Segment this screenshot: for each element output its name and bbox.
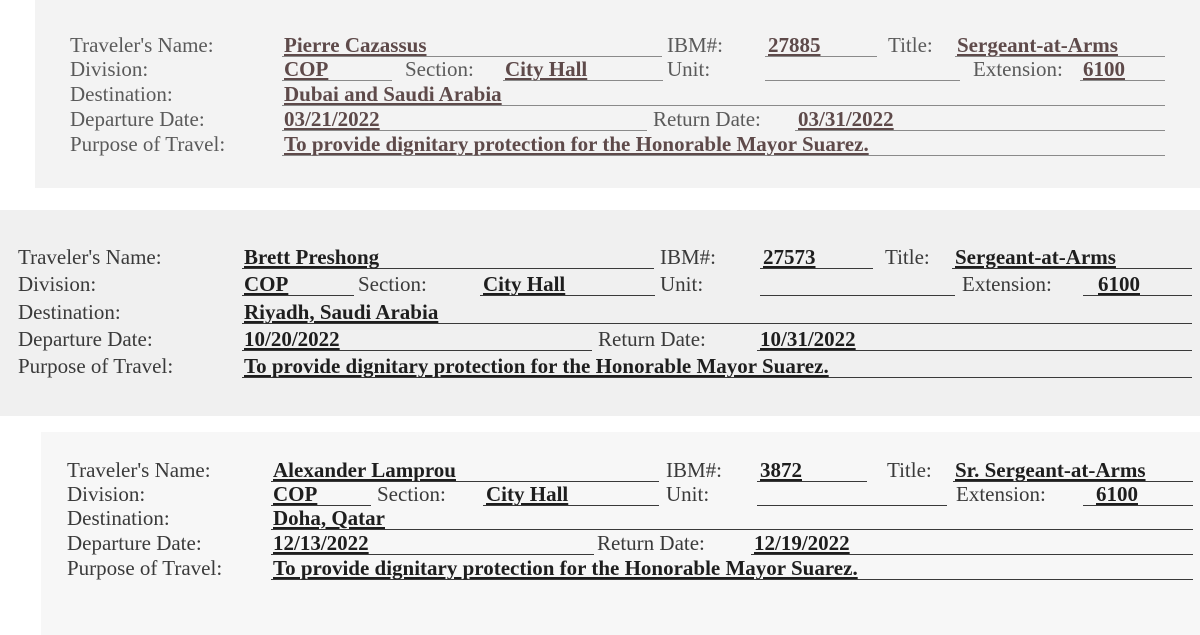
purpose-label: Purpose of Travel:: [18, 354, 174, 378]
traveler-name-label: Traveler's Name:: [70, 33, 214, 57]
ibm-label: IBM#:: [660, 245, 717, 269]
unit-field[interactable]: [760, 272, 955, 296]
title-label: Title:: [887, 458, 932, 482]
destination-value: Riyadh, Saudi Arabia: [244, 300, 439, 324]
purpose-value: To provide dignitary protection for the Honorable Mayor Suarez.: [244, 354, 829, 378]
section-value: City Hall: [486, 482, 569, 506]
unit-label: Unit:: [667, 57, 711, 81]
title-value: Sr. Sergeant-at-Arms: [955, 458, 1146, 482]
section-value: City Hall: [483, 272, 566, 296]
unit-field[interactable]: [757, 482, 947, 506]
ibm-value: 27573: [763, 245, 816, 269]
departure-date-value: 10/20/2022: [244, 327, 340, 351]
section-value: City Hall: [505, 57, 588, 81]
destination-label: Destination:: [18, 300, 121, 324]
purpose-value: To provide dignitary protection for the Honorable Mayor Suarez.: [284, 132, 869, 156]
unit-label: Unit:: [660, 272, 704, 296]
departure-date-label: Departure Date:: [70, 107, 205, 131]
title-value: Sergeant-at-Arms: [955, 245, 1116, 269]
extension-label: Extension:: [962, 272, 1052, 296]
traveler-name-value: Pierre Cazassus: [284, 33, 427, 57]
division-label: Division:: [67, 482, 146, 506]
departure-date-value: 12/13/2022: [273, 531, 369, 555]
division-value: COP: [284, 57, 329, 81]
section-label: Section:: [405, 57, 474, 81]
extension-value: 6100: [1083, 57, 1125, 81]
purpose-label: Purpose of Travel:: [67, 556, 223, 580]
division-value: COP: [273, 482, 318, 506]
return-date-label: Return Date:: [598, 327, 706, 351]
division-value: COP: [244, 272, 289, 296]
section-label: Section:: [358, 272, 427, 296]
title-value: Sergeant-at-Arms: [957, 33, 1118, 57]
destination-value: Doha, Qatar: [273, 506, 385, 530]
return-date-value: 03/31/2022: [798, 107, 894, 131]
unit-label: Unit:: [666, 482, 710, 506]
travel-form-3: [41, 432, 1200, 635]
ibm-value: 27885: [768, 33, 821, 57]
destination-field[interactable]: [271, 506, 1193, 530]
unit-field[interactable]: [765, 57, 960, 81]
extension-value: 6100: [1098, 272, 1140, 296]
ibm-value: 3872: [760, 458, 802, 482]
section-label: Section:: [377, 482, 446, 506]
purpose-label: Purpose of Travel:: [70, 132, 226, 156]
division-label: Division:: [18, 272, 97, 296]
ibm-label: IBM#:: [666, 458, 723, 482]
extension-label: Extension:: [973, 57, 1063, 81]
destination-label: Destination:: [67, 506, 170, 530]
ibm-label: IBM#:: [667, 33, 724, 57]
return-date-value: 10/31/2022: [760, 327, 856, 351]
return-date-label: Return Date:: [653, 107, 761, 131]
departure-date-value: 03/21/2022: [284, 107, 380, 131]
traveler-name-value: Brett Preshong: [244, 245, 380, 269]
title-label: Title:: [888, 33, 933, 57]
departure-date-label: Departure Date:: [67, 531, 202, 555]
purpose-value: To provide dignitary protection for the Honorable Mayor Suarez.: [273, 556, 858, 580]
travel-form-1: [35, 0, 1200, 188]
extension-label: Extension:: [956, 482, 1046, 506]
destination-label: Destination:: [70, 82, 173, 106]
title-label: Title:: [885, 245, 930, 269]
traveler-name-label: Traveler's Name:: [67, 458, 211, 482]
division-label: Division:: [70, 57, 149, 81]
traveler-name-value: Alexander Lamprou: [273, 458, 456, 482]
traveler-name-label: Traveler's Name:: [18, 245, 162, 269]
return-date-label: Return Date:: [597, 531, 705, 555]
return-date-value: 12/19/2022: [754, 531, 850, 555]
destination-value: Dubai and Saudi Arabia: [284, 82, 502, 106]
extension-value: 6100: [1096, 482, 1138, 506]
departure-date-label: Departure Date:: [18, 327, 153, 351]
travel-form-2: [0, 210, 1200, 416]
